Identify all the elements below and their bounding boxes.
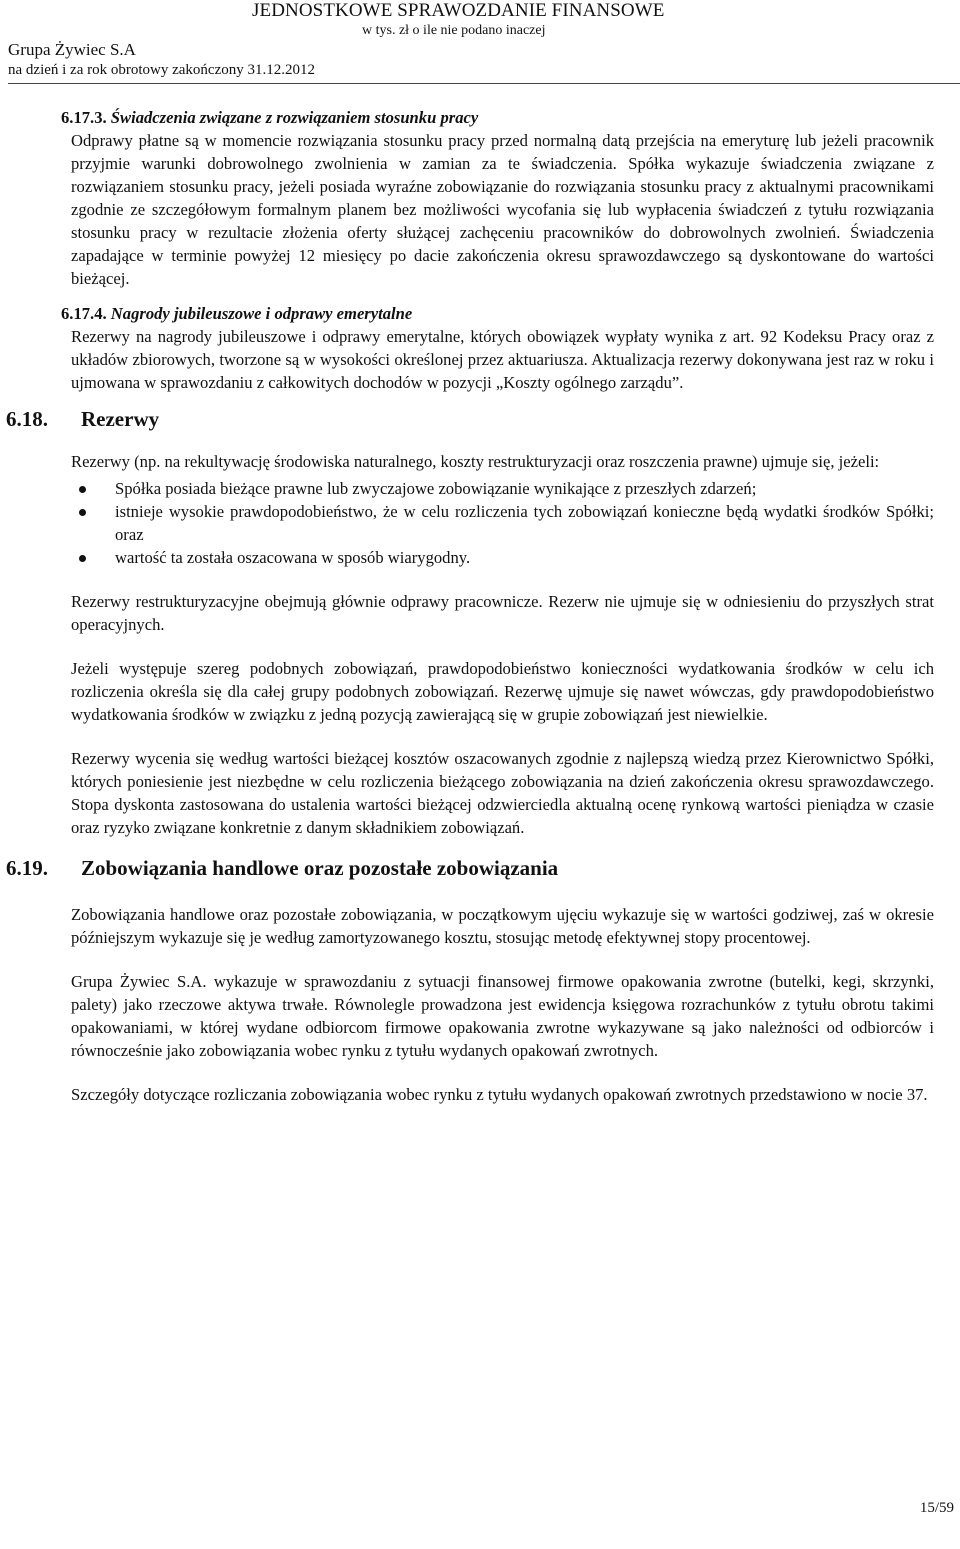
bullet-icon (79, 486, 86, 493)
list-item: wartość ta została oszacowana w sposób wiarygodny. (71, 546, 934, 569)
conditions-list (71, 477, 934, 569)
section-number: 6.18. (6, 407, 48, 431)
section-title: Rezerwy (81, 407, 160, 431)
subsection-number: 6.17.4. (61, 304, 107, 323)
paragraph: Odprawy płatne są w momencie rozwiązania stosunku pracy przed normalną datą przejścia na emeryturę lub jeżeli pracownik przyjmie warunki dobrowolnego zwolnienia w zamian za te świadczenia. Spółka wykazuje świadczenia związane z rozwiązaniem stosunku pracy, jeżeli posiada wyraźne zobowiązanie do rozwiązania stosunku pracy z aktualnymi pracownikami zgodnie ze szczegółowym formalnym planem bez możliwości wycofania się lub wypłacenia świadczeń z tytułu rozwiązania stosunku pracy w rezultacie złożenia oferty służącej zachęceniu pracowników do dobrowolnych zwolnień. Świadczenia zapadające w terminie powyżej 12 miesięcy po dacie zakończenia okresu sprawozdawczego są dyskontowane do wartości bieżącej. (71, 131, 934, 288)
list-item: istnieje wysokie prawdopodobieństwo, że w celu rozliczenia tych zobowiązań konieczne będą wydatki środków Spółki; oraz (71, 500, 934, 546)
paragraph: Szczegóły dotyczące rozliczania zobowiązania wobec rynku z tytułu wydanych opakowań zwrotnych przedstawiono w nocie 37. (71, 1085, 928, 1104)
list-item: Spółka posiada bieżące prawne lub zwyczajowe zobowiązanie wynikające z przeszłych zdarzeń; (71, 477, 934, 500)
paragraph: Rezerwy na nagrody jubileuszowe i odprawy emerytalne, których obowiązek wypłaty wynika z art. 92 Kodeksu Pracy oraz z układów zbiorowych, tworzone są w wysokości określonej przez aktuariusza. Aktualizacja rezerwy dokonywana jest raz w roku i ujmowana w sprawozdaniu z całkowitych dochodów w pozycji „Koszty ogólnego zarządu”. (71, 327, 934, 392)
header-divider (8, 83, 960, 84)
subsection-heading-6-17-4 (61, 302, 934, 325)
subsection-title: Świadczenia związane z rozwiązaniem stosunku pracy (110, 108, 479, 127)
paragraph: Zobowiązania handlowe oraz pozostałe zobowiązania, w początkowym ujęciu wykazuje się w wartości godziwej, zaś w okresie późniejszym wykazuje się je według zamortyzowanego kosztu, stosując metodę efektywnej stopy procentowej. (71, 905, 934, 947)
paragraph: Rezerwy restrukturyzacyjne obejmują głównie odprawy pracownicze. Rezerw nie ujmuje się w odniesieniu do przyszłych strat operacyjnych. (71, 592, 934, 634)
paragraph: Grupa Żywiec S.A. wykazuje w sprawozdaniu z sytuacji finansowej firmowe opakowania zwrotne (butelki, kegi, skrzynki, palety) jako rzeczowe aktywa trwałe. Równolegle prowadzona jest ewidencja księgowa rozrachunków z tytułu obrotu takimi opakowaniami, w której wydane odbiorcom firmowe opakowania zwrotne wykazywane są jako należności od odbiorców i równocześnie jako zobowiązania wobec rynku z tytułu wydanych opakowań zwrotnych. (71, 972, 934, 1060)
paragraph: Rezerwy wycenia się według wartości bieżącej kosztów oszacowanych zgodnie z najlepszą wiedzą przez Kierownictwo Spółki, których poniesienie jest niezbędne w celu rozliczenia bieżącego zobowiązania na dzień zakończenia okresu sprawozdawczego. Stopa dyskonta zastosowana do ustalenia wartości bieżącej odzwierciedla aktualną ocenę rynkową wartości pieniądza w czasie oraz ryzyko związane konkretnie z danym składnikiem zobowiązań. (71, 749, 934, 837)
section-number: 6.19. (6, 856, 48, 880)
paragraph: Rezerwy (np. na rekultywację środowiska naturalnego, koszty restrukturyzacji oraz roszczenia prawne) ujmuje się, jeżeli: (71, 452, 880, 471)
paragraph: Jeżeli występuje szereg podobnych zobowiązań, prawdopodobieństwo konieczności wydatkowania środków w celu ich rozliczenia określa się dla całej grupy podobnych zobowiązań. Rezerwę ujmuje się nawet wówczas, gdy prawdopodobieństwo wydatkowania środków w związku z jedną pozycją zawierającą się w grupie zobowiązań jest niewielkie. (71, 659, 934, 724)
page-header (0, 0, 960, 90)
section-heading-6-18 (6, 407, 934, 438)
subsection-title: Nagrody jubileuszowe i odprawy emerytalne (110, 304, 413, 323)
section-heading-6-19 (6, 856, 934, 887)
reporting-period: na dzień i za rok obrotowy zakończony 31.12.2012 (8, 62, 315, 78)
bullet-icon (79, 509, 86, 516)
document-body (6, 106, 934, 1106)
page-number: 15/59 (919, 1500, 954, 1516)
subsection-heading-6-17-3 (61, 106, 934, 129)
company-name: Grupa Żywiec S.A (8, 40, 136, 59)
currency-note: w tys. zł o ile nie podano inaczej (362, 23, 546, 38)
subsection-number: 6.17.3. (61, 108, 107, 127)
section-title: Zobowiązania handlowe oraz pozostałe zobowiązania (81, 856, 559, 880)
report-title: JEDNOSTKOWE SPRAWOZDANIE FINANSOWE (252, 0, 665, 21)
bullet-icon (79, 555, 86, 562)
